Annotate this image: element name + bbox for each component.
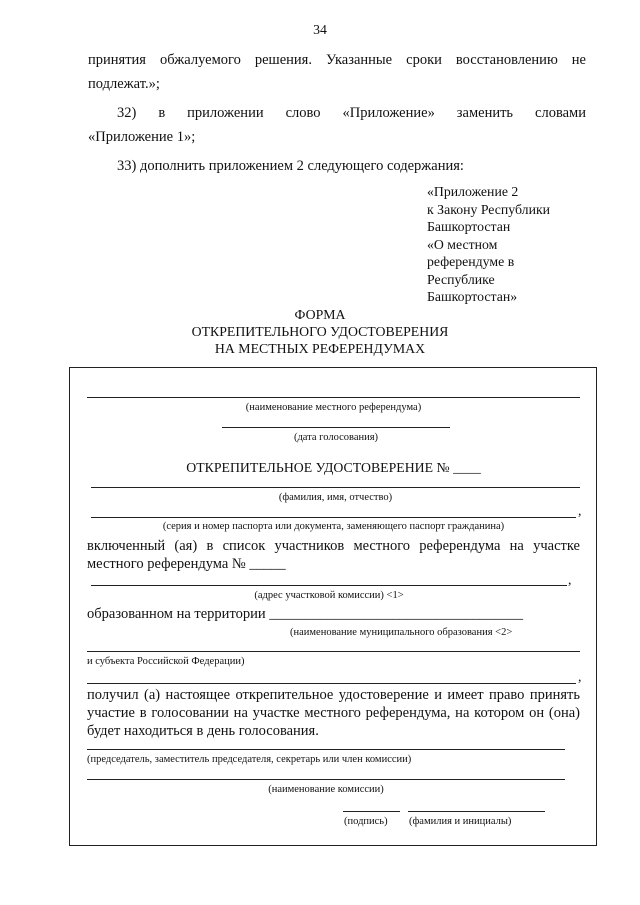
appendix-line: «Приложение 2 — [427, 184, 519, 199]
received-text-line: участие в голосовании на участке местного референдума, на котором он (она) — [87, 705, 580, 721]
appendix-line: Башкортостан — [427, 219, 511, 234]
chair-caption: (председатель, заместитель председателя, секретарь или член комиссии) — [87, 754, 412, 765]
full-name-caption: (фамилия, имя, отчество) — [278, 492, 393, 503]
subject-caption: и субъекта Российской Федерации) — [87, 656, 245, 667]
included-text-line: местного референдума № _____ — [87, 556, 286, 572]
comma: , — [578, 503, 582, 518]
passport-line — [91, 517, 576, 518]
appendix-line: «О местном — [427, 236, 498, 252]
paragraph-line: 32) в приложении слово «Приложение» заменить словами — [117, 105, 586, 121]
signature-caption: (подпись) — [344, 816, 388, 827]
commission-caption: (наименование комиссии) — [268, 784, 384, 795]
page-number: 34 — [313, 22, 327, 37]
passport-caption: (серия и номер паспорта или документа, заменяющего паспорт гражданина) — [162, 521, 505, 532]
voting-date-caption: (дата голосования) — [293, 432, 379, 443]
address-caption: (адрес участковой комиссии) <1> — [254, 590, 404, 601]
municipality-caption: (наименование муниципального образования <2> — [290, 627, 513, 638]
appendix-reference — [427, 183, 597, 306]
full-name-line — [91, 487, 580, 488]
received-text-line: будет находиться в день голосования. — [87, 723, 319, 739]
comma: , — [578, 669, 582, 684]
paragraph-line: 33) дополнить приложением 2 следующего содержания: — [117, 158, 464, 174]
initials-line — [408, 811, 545, 812]
certificate-number-title: ОТКРЕПИТЕЛЬНОЕ УДОСТОВЕРЕНИЕ № ____ — [186, 460, 481, 475]
voting-date-line — [222, 427, 450, 428]
appendix-line: Башкортостан» — [427, 289, 518, 304]
commission-line — [87, 779, 565, 780]
signature-line — [343, 811, 400, 812]
appendix-line: Республике — [427, 271, 495, 287]
paragraph-line: «Приложение 1»; — [88, 129, 196, 145]
form-title-line: ОТКРЕПИТЕЛЬНОГО УДОСТОВЕРЕНИЯ — [191, 324, 449, 339]
paragraph-line: подлежат.»; — [88, 76, 160, 92]
appendix-line: к Закону Республики — [427, 201, 551, 217]
appendix-line: референдуме в — [427, 254, 515, 269]
referendum-name-caption: (наименование местного референдума) — [245, 402, 422, 413]
chair-line — [87, 749, 565, 750]
received-text-line: получил (а) настоящее открепительное удостоверение и имеет право принять — [87, 687, 580, 703]
initials-caption: (фамилия и инициалы) — [409, 816, 512, 827]
form-title-line: НА МЕСТНЫХ РЕФЕРЕНДУМАХ — [214, 341, 426, 356]
subject-line — [87, 651, 580, 652]
blank-line — [87, 683, 576, 684]
form-title — [120, 306, 520, 357]
paragraph-line: принятия обжалуемого решения. Указанные сроки восстановлению не — [88, 52, 586, 68]
included-text-line: включенный (ая) в список участников местного референдума на участке — [87, 538, 580, 554]
formed-on-territory-line: образованном на территории ___________________________________ — [87, 606, 523, 622]
comma: , — [568, 572, 572, 587]
form-title-line: ФОРМА — [294, 307, 346, 322]
address-line — [91, 585, 567, 586]
referendum-name-line — [87, 397, 580, 398]
